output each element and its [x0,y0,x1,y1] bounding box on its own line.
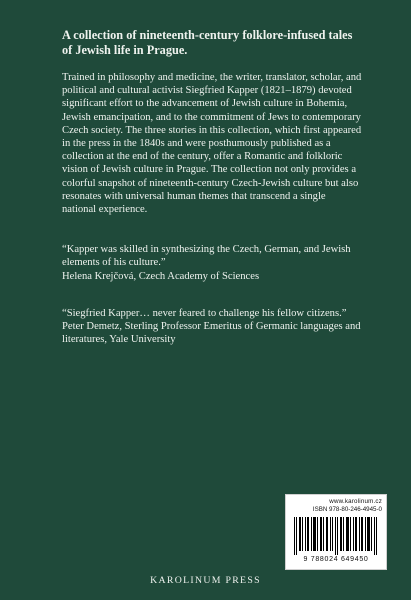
barcode-icon [292,517,380,555]
review-quote-1 [62,243,362,283]
quote-text: “Siegfried Kapper… never feared to challenge his fellow citizens.” [62,307,347,319]
isbn-barcode-box [285,494,387,570]
quote-text: “Kapper was skilled in synthesizing the Czech, German, and Jewish elements of his culture.” [62,244,351,269]
quote-attribution: Peter Demetz, Sterling Professor Emeritus of Germanic languages and literatures, Yale University [62,321,361,346]
cover-text-block [62,28,362,370]
barcode-number: 9 788024 649450 [303,556,369,563]
review-quote-2 [62,307,362,347]
publisher-url: www.karolinum.cz [329,498,382,505]
isbn-text: ISBN 978-80-246-4945-0 [312,506,382,513]
quote-attribution: Helena Krejčová, Czech Academy of Sciences [62,270,260,282]
description-paragraph: Trained in philosophy and medicine, the writer, translator, scholar, and political and cultural activist Siegfried Kapper (1821–1879) devoted significant effort to the advancement of Jewish culture in Bohemia, Jewish emancipation, and to the commitment of Jews to contemporary Czech society. The three stories in this collection, which first appeared in the press in the 1840s and were posthumously published as a collection at the end of the century, offer a Romantic and folkloric vision of Jewish culture in Prague. The collection not only provides a colorful snapshot of nineteenth-century Czech-Jewish culture but also resonates with universal human themes that transcend a single national experience. [62,72,362,216]
lead-blurb: A collection of nineteenth-century folklore-infused tales of Jewish life in Prague. [62,28,353,57]
publisher-name: KAROLINUM PRESS [150,575,261,586]
